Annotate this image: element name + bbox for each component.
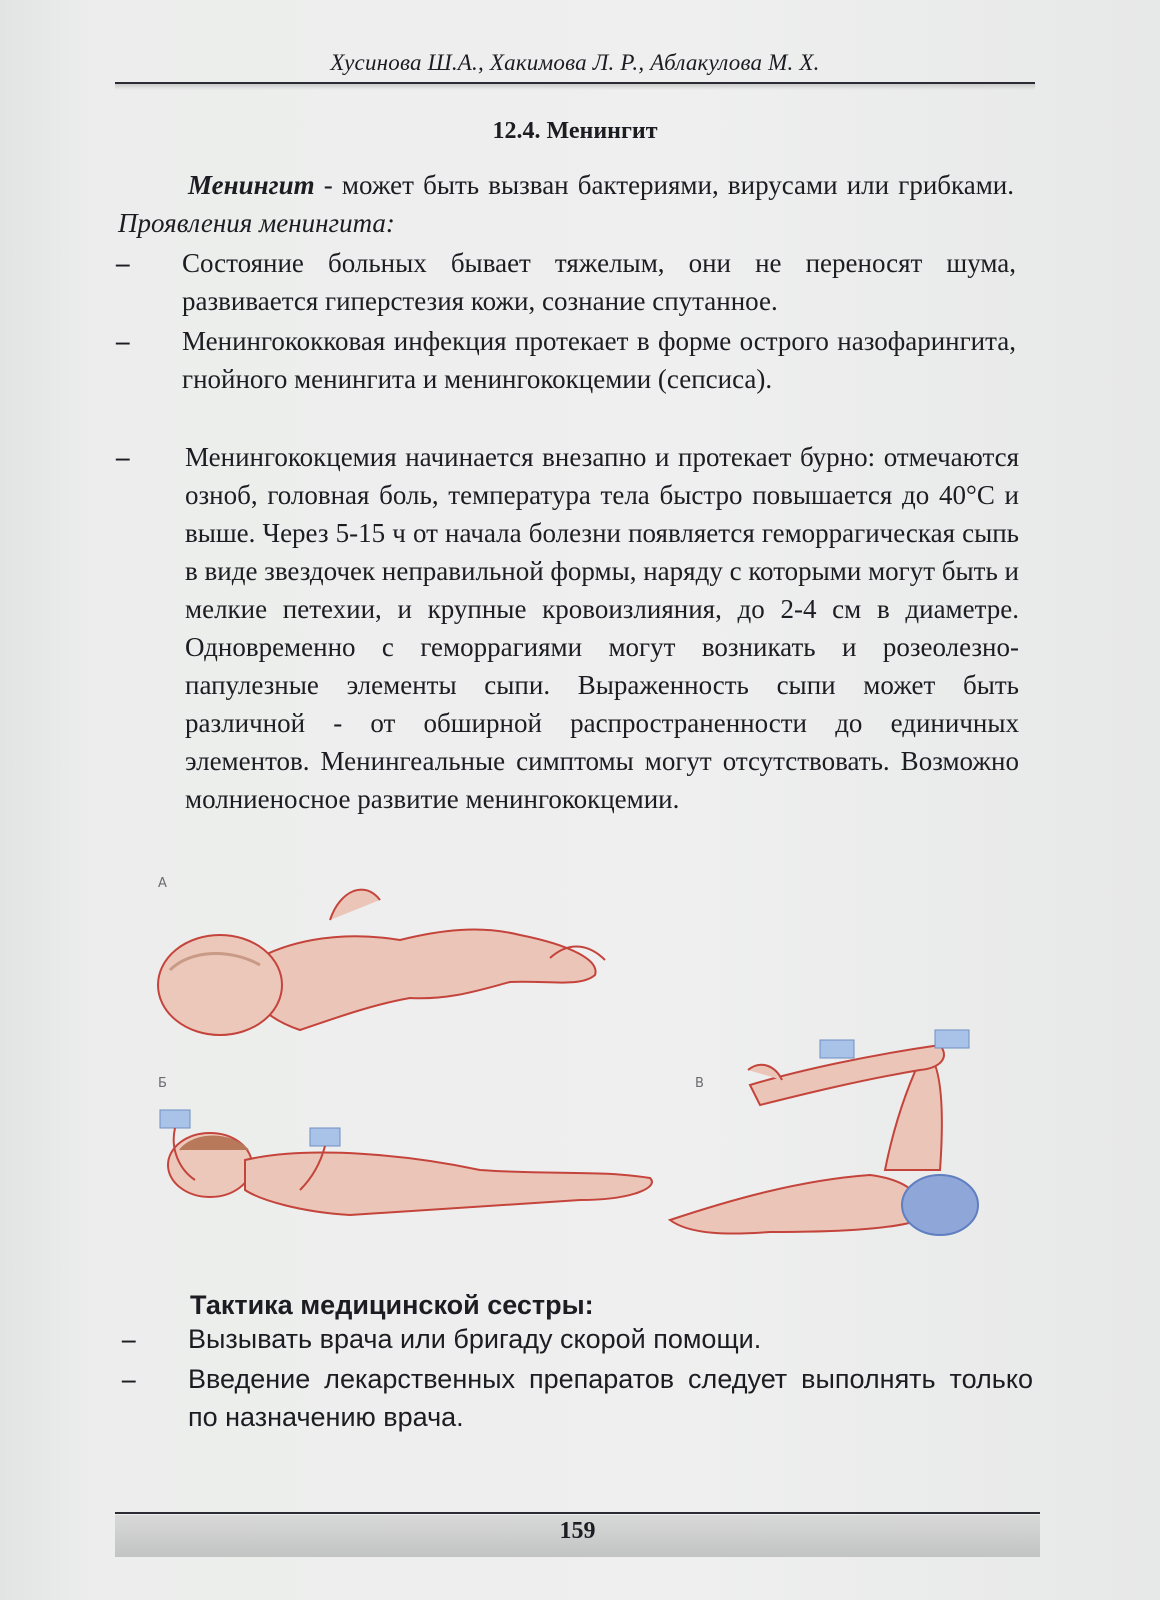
infant-head [158,935,282,1035]
term-meningitis: Менингит [188,170,315,200]
examiner-cuff-1 [820,1040,854,1058]
intro-paragraph [118,166,1014,242]
foot-raised [748,1065,782,1080]
figure-c-kernig-sign [670,1030,978,1235]
tactics-item-1: Вызывать врача или бригаду скорой помощи. [188,1324,762,1354]
figure-b-supine-child [160,1110,652,1215]
tactics-item-2: Введение лекарственных препаратов следует выполнять только по назначению врача. [188,1364,1033,1432]
figure-a-infant-opisthotonus [158,890,605,1035]
footer-rule [115,1512,1040,1514]
infant-body [240,930,596,1030]
bullet-dash: – [116,442,130,472]
examiner-cuff-right [310,1128,340,1146]
bullet-dash: – [116,248,130,278]
figure-label-a: А [158,876,167,891]
meningeal-signs-illustration [150,870,1010,1270]
examiner-cuff-2 [935,1030,969,1048]
tactics-title: Тактика медицинской сестры: [190,1290,594,1320]
header-shade [115,84,1035,90]
figure-label-c: В [695,1076,704,1091]
examiner-cuff-left [160,1110,190,1128]
diaper [902,1175,978,1235]
manifestation-item-1: Состояние больных бывает тяжелым, они не переносят шума, развивается гиперстезия кожи, сознание спутанное. [182,248,1016,316]
manifestations-label: Проявления менингита: [118,208,395,238]
illustration-svg [150,870,1010,1270]
page-number: 159 [559,1518,596,1544]
bullet-dash: – [116,326,130,356]
bullet-dash: – [122,1364,136,1394]
figure-label-b: Б [158,1076,167,1091]
leg-extended [670,1175,923,1234]
section-title: 12.4. Менингит [492,118,658,144]
manifestation-item-2: Менингококковая инфекция протекает в форме острого назофарингита, гнойного менингита и менингококцемии (сепсиса). [182,326,1016,394]
running-header: Хусинова Ш.А., Хакимова Л. Р., Аблакулова М. Х. [330,50,820,75]
infant-arm [330,890,380,920]
definition-text: - может быть вызван бактериями, вирусами или грибками. [314,170,1014,200]
bullet-dash: – [122,1324,136,1354]
manifestation-item-3: Менингококцемия начинается внезапно и протекает бурно: отмечаются озноб, головная боль, температура тела быстро повышается до 40°С и выше. Через 5-15 ч от начала болезни появляется геморрагическая сыпь в виде звездочек неправильной формы, наряду с которыми могут быть и мелкие петехии, и крупные кровоизлияния, до 2-4 см в диаметре. Одновременно с геморрагиями могут возникать и розеолезно-папулезные элементы сыпи. Выраженность сыпи может быть различной - от обширной распространенности до единичных элементов. Менингеальные симптомы могут отсутствовать. Возможно молниеносное развитие менингококцемии. [185,442,1019,814]
